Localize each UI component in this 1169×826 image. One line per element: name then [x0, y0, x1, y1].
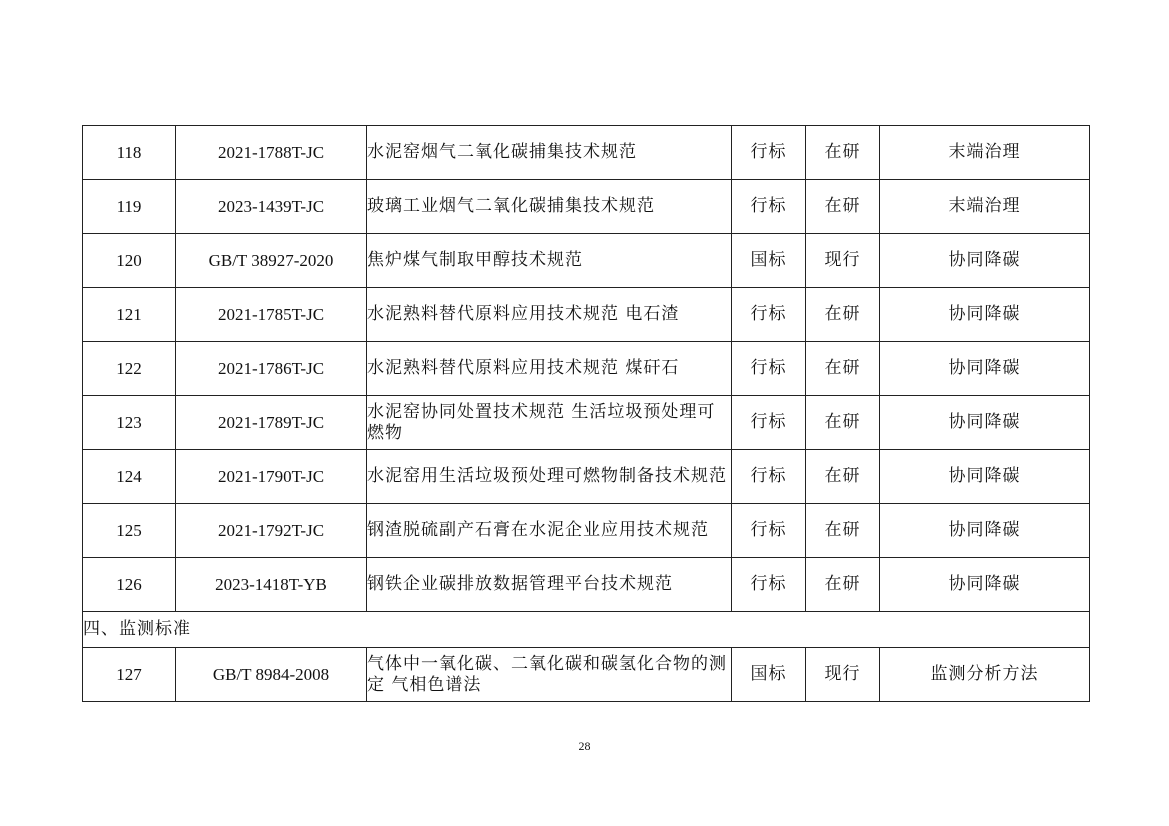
standard-code: 2021-1792T-JC	[176, 504, 367, 558]
standard-code: 2021-1785T-JC	[176, 288, 367, 342]
standard-status: 在研	[806, 396, 880, 450]
standard-code: GB/T 8984-2008	[176, 648, 367, 702]
standard-name: 玻璃工业烟气二氧化碳捕集技术规范	[367, 180, 732, 234]
standard-status: 在研	[806, 288, 880, 342]
standard-type: 行标	[732, 558, 806, 612]
standard-status: 现行	[806, 234, 880, 288]
standard-type: 行标	[732, 126, 806, 180]
standard-name: 水泥熟料替代原料应用技术规范 电石渣	[367, 288, 732, 342]
standard-name: 钢渣脱硫副产石膏在水泥企业应用技术规范	[367, 504, 732, 558]
standard-type: 行标	[732, 450, 806, 504]
standard-category: 末端治理	[880, 180, 1090, 234]
standard-category: 协同降碳	[880, 342, 1090, 396]
standard-category: 监测分析方法	[880, 648, 1090, 702]
row-number: 125	[83, 504, 176, 558]
standard-name: 焦炉煤气制取甲醇技术规范	[367, 234, 732, 288]
standard-type: 行标	[732, 342, 806, 396]
table-row	[83, 558, 1090, 612]
row-number: 122	[83, 342, 176, 396]
standard-code: 2021-1788T-JC	[176, 126, 367, 180]
standard-name: 水泥窑协同处置技术规范 生活垃圾预处理可燃物	[367, 396, 732, 450]
table-row	[83, 342, 1090, 396]
standard-name: 水泥窑用生活垃圾预处理可燃物制备技术规范	[367, 450, 732, 504]
standard-category: 协同降碳	[880, 396, 1090, 450]
standard-code: 2021-1789T-JC	[176, 396, 367, 450]
standard-code: 2021-1786T-JC	[176, 342, 367, 396]
standard-name: 气体中一氧化碳、二氧化碳和碳氢化合物的测定 气相色谱法	[367, 648, 732, 702]
table-row	[83, 648, 1090, 702]
table-row	[83, 504, 1090, 558]
standard-status: 在研	[806, 504, 880, 558]
table-row	[83, 450, 1090, 504]
standard-name: 钢铁企业碳排放数据管理平台技术规范	[367, 558, 732, 612]
table-row	[83, 288, 1090, 342]
section-row	[83, 612, 1090, 648]
standard-code: 2023-1439T-JC	[176, 180, 367, 234]
standard-category: 末端治理	[880, 126, 1090, 180]
standard-type: 国标	[732, 234, 806, 288]
standard-category: 协同降碳	[880, 288, 1090, 342]
standard-category: 协同降碳	[880, 450, 1090, 504]
standard-status: 在研	[806, 180, 880, 234]
standard-status: 现行	[806, 648, 880, 702]
row-number: 119	[83, 180, 176, 234]
standard-code: 2023-1418T-YB	[176, 558, 367, 612]
table-row	[83, 126, 1090, 180]
standard-status: 在研	[806, 558, 880, 612]
row-number: 123	[83, 396, 176, 450]
standard-category: 协同降碳	[880, 504, 1090, 558]
table-row	[83, 180, 1090, 234]
standard-category: 协同降碳	[880, 558, 1090, 612]
standard-status: 在研	[806, 126, 880, 180]
standard-type: 行标	[732, 288, 806, 342]
standard-type: 行标	[732, 180, 806, 234]
standard-code: GB/T 38927-2020	[176, 234, 367, 288]
section-heading: 四、监测标准	[83, 612, 1090, 648]
standard-status: 在研	[806, 342, 880, 396]
standard-type: 国标	[732, 648, 806, 702]
standard-name: 水泥熟料替代原料应用技术规范 煤矸石	[367, 342, 732, 396]
standard-type: 行标	[732, 504, 806, 558]
row-number: 126	[83, 558, 176, 612]
table-row	[83, 396, 1090, 450]
row-number: 120	[83, 234, 176, 288]
standards-table	[82, 125, 1090, 702]
row-number: 121	[83, 288, 176, 342]
standard-name: 水泥窑烟气二氧化碳捕集技术规范	[367, 126, 732, 180]
table-row	[83, 234, 1090, 288]
standard-category: 协同降碳	[880, 234, 1090, 288]
page-number: 28	[578, 739, 591, 753]
row-number: 127	[83, 648, 176, 702]
standard-code: 2021-1790T-JC	[176, 450, 367, 504]
standard-status: 在研	[806, 450, 880, 504]
standard-type: 行标	[732, 396, 806, 450]
row-number: 124	[83, 450, 176, 504]
row-number: 118	[83, 126, 176, 180]
